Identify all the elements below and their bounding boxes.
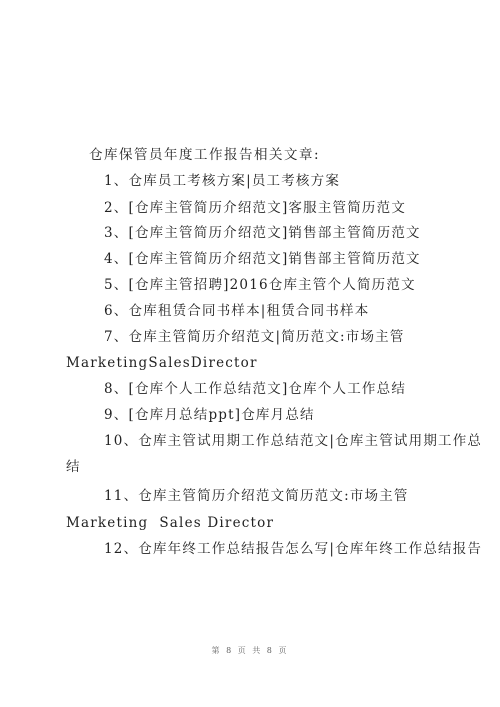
article-link-2[interactable]: 2、[仓库主管简历介绍范文]客服主管简历范文 (104, 200, 407, 216)
article-link-9[interactable]: 9、[仓库月总结ppt]仓库月总结 (104, 407, 315, 423)
article-link-11-continuation[interactable]: Marketing Sales Director (66, 515, 275, 531)
page-number-footer: 第 8 页 共 8 页 (211, 646, 289, 655)
article-link-3[interactable]: 3、[仓库主管简历介绍范文]销售部主管简历范文 (104, 225, 421, 241)
article-link-12[interactable]: 12、仓库年终工作总结报告怎么写|仓库年终工作总结报告 (104, 541, 483, 557)
article-link-7-continuation[interactable]: MarketingSalesDirector (66, 355, 258, 371)
related-articles-heading: 仓库保管员年度工作报告相关文章: (89, 147, 321, 163)
article-link-5[interactable]: 5、[仓库主管招聘]2016仓库主管个人简历范文 (104, 277, 416, 293)
article-link-4[interactable]: 4、[仓库主管简历介绍范文]销售部主管简历范文 (104, 251, 421, 267)
article-link-10[interactable]: 10、仓库主管试用期工作总结范文|仓库主管试用期工作总 (104, 433, 483, 449)
article-link-10-continuation[interactable]: 结 (66, 459, 81, 475)
article-link-7[interactable]: 7、仓库主管简历介绍范文|简历范文:市场主管 (104, 329, 405, 345)
article-link-11[interactable]: 11、仓库主管简历介绍范文简历范文:市场主管 (104, 488, 409, 504)
article-link-8[interactable]: 8、[仓库个人工作总结范文]仓库个人工作总结 (104, 381, 407, 397)
article-link-1[interactable]: 1、仓库员工考核方案|员工考核方案 (104, 173, 341, 189)
article-link-6[interactable]: 6、仓库租赁合同书样本|租赁合同书样本 (104, 303, 370, 319)
